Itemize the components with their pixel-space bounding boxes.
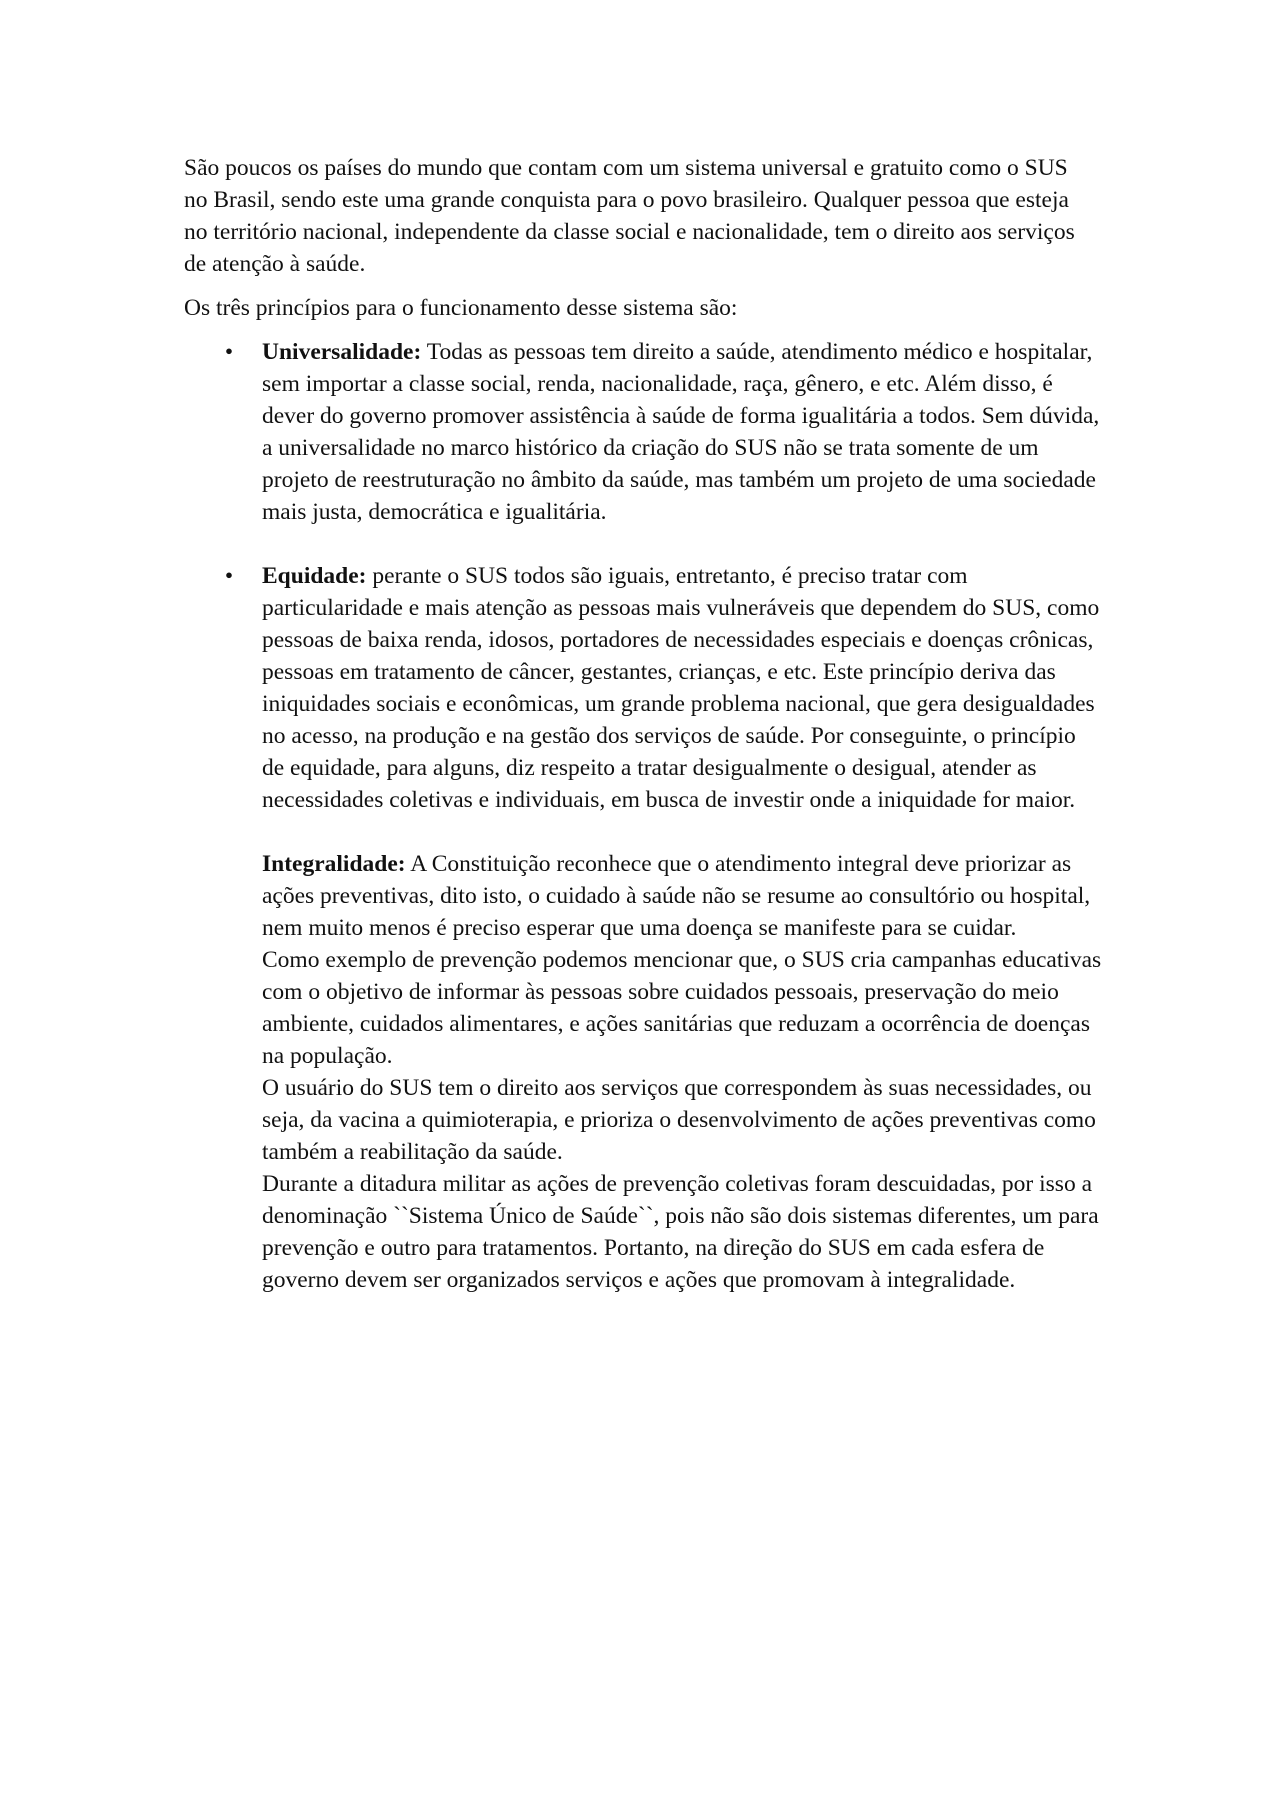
intro-paragraph: São poucos os países do mundo que contam com um sistema universal e gratuito como o SUS no Brasil, sendo este uma grande conquista para o povo brasileiro. Qualquer pessoa que esteja no território nacional, independente da classe social e nacionalidade, tem o direito aos serviços de atenção à saúde. — [184, 155, 1075, 277]
principle-term: Universalidade: — [262, 339, 422, 365]
principle-text: perante o SUS todos são iguais, entretanto, é preciso tratar com particularidade e mais atenção as pessoas mais vulneráveis que dependem do SUS, como pessoas de baixa renda, idosos, portadores de necessidades especiais e doenças crônicas, pessoas em tratamento de câncer, gestantes, crianças, e etc. Este princípio deriva das iniquidades sociais e econômicas, um grande problema nacional, que gera desigualdades no acesso, na produção e na gestão dos serviços de saúde. Por conseguinte, o princípio de equidade, para alguns, diz respeito a tratar desigualmente o desigual, atender as necessidades coletivas e individuais, em busca de investir onde a iniquidade for maior. — [262, 563, 1100, 813]
integralidade-paragraph-4: Durante a ditadura militar as ações de prevenção coletivas foram descuidadas, por isso a denominação ``Sistema Único de Saúde``, pois não são dois sistemas diferentes, um para prevenção e outro para tratamentos. Portanto, na direção do SUS em cada esfera de governo devem ser organizados serviços e ações que promovam à integralidade. — [262, 1171, 1099, 1293]
principles-lead: Os três princípios para o funcionamento desse sistema são: — [184, 295, 738, 321]
document-page — [184, 152, 1114, 1296]
principle-text: A Constituição reconhece que o atendimento integral deve priorizar as ações preventivas, dito isto, o cuidado à saúde não se resume ao consultório ou hospital, nem muito menos é preciso esperar que uma doença se manifeste para se cuidar. — [262, 851, 1091, 941]
list-item-universalidade — [184, 336, 1114, 528]
principles-list — [184, 336, 1114, 816]
spacer — [184, 528, 1114, 560]
principle-paragraph — [262, 336, 1102, 528]
bullet-icon: • — [224, 563, 234, 589]
list-item-equidade — [184, 560, 1114, 816]
principle-text: Todas as pessoas tem direito a saúde, atendimento médico e hospitalar, sem importar a classe social, renda, nacionalidade, raça, gênero, e etc. Além disso, é dever do governo promover assistência à saúde de forma igualitária a todos. Sem dúvida, a universalidade no marco histórico da criação do SUS não se trata somente de um projeto de reestruturação no âmbito da saúde, mas também um projeto de uma sociedade mais justa, democrática e igualitária. — [262, 339, 1100, 525]
spacer — [184, 816, 1114, 848]
integralidade-paragraph-3: O usuário do SUS tem o direito aos serviços que correspondem às suas necessidades, ou seja, da vacina a quimioterapia, e prioriza o desenvolvimento de ações preventivas como também a reabilitação da saúde. — [262, 1075, 1096, 1165]
integralidade-paragraph-2: Como exemplo de prevenção podemos mencionar que, o SUS cria campanhas educativas com o objetivo de informar às pessoas sobre cuidados pessoais, preservação do meio ambiente, cuidados alimentares, e ações sanitárias que reduzam a ocorrência de doenças na população. — [262, 947, 1102, 1069]
integralidade-paragraph — [262, 848, 1102, 944]
principle-term: Integralidade: — [262, 851, 406, 877]
integralidade-section — [262, 848, 1102, 1296]
principle-paragraph — [262, 560, 1102, 816]
principle-term: Equidade: — [262, 563, 367, 589]
bullet-icon: • — [224, 339, 234, 365]
